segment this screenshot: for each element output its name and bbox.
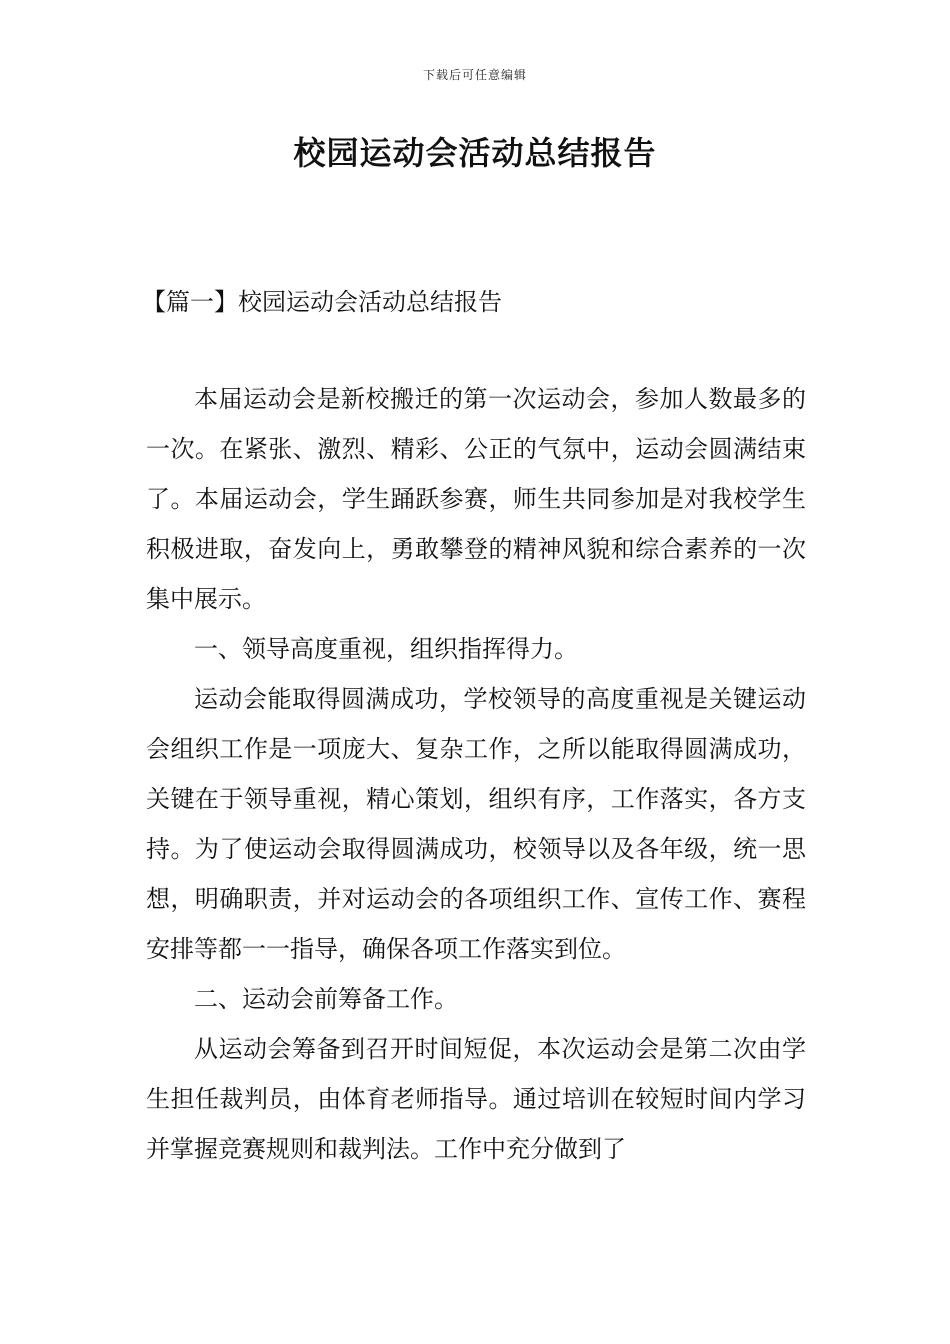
header-note: 下载后可任意编辑 <box>422 68 527 82</box>
paragraph-intro: 本届运动会是新校搬迁的第一次运动会，参加人数最多的一次。在紧张、激烈、精彩、公正的气氛中，运动会圆满结束了。本届运动会，学生踊跃参赛，师生共同参加是对我校学生积极进取，奋发向上，勇敢攀登的精神风貌和综合素养的一次集中展示。 <box>146 385 806 613</box>
paragraph-heading-two: 二、运动会前筹备工作。 <box>194 985 458 1013</box>
body-text <box>146 374 806 1174</box>
paragraph-heading-one: 一、领导高度重视，组织指挥得力。 <box>194 635 578 663</box>
document-title: 校园运动会活动总结报告 <box>293 134 657 172</box>
paragraph-preparation: 从运动会筹备到召开时间短促，本次运动会是第二次由学生担任裁判员，由体育老师指导。通过培训在较短时间内学习并掌握竞赛规则和裁判法。工作中充分做到了 <box>146 1035 806 1163</box>
section-heading: 【篇一】校园运动会活动总结报告 <box>142 288 502 316</box>
paragraph-leadership: 运动会能取得圆满成功，学校领导的高度重视是关键运动会组织工作是一项庞大、复杂工作，之所以能取得圆满成功，关键在于领导重视，精心策划，组织有序，工作落实，各方支持。为了使运动会取得圆满成功，校领导以及各年级，统一思想，明确职责，并对运动会的各项组织工作、宣传工作、赛程安排等都一一指导，确保各项工作落实到位。 <box>146 685 806 963</box>
